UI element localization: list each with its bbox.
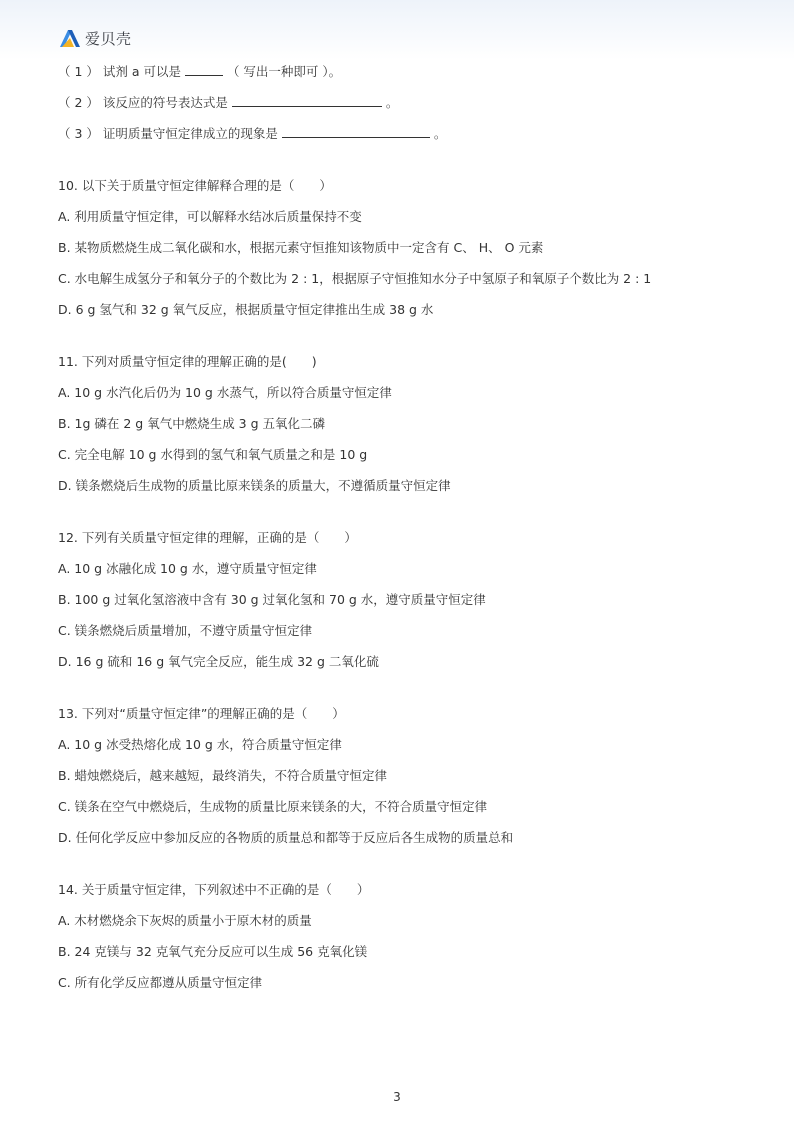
option-b: B. 某物质燃烧生成二氧化碳和水，根据元素守恒推知该物质中一定含有 C、 H、 O 元素 xyxy=(58,240,544,255)
question-14 xyxy=(58,880,748,993)
question-title: 12. 下列有关质量守恒定律的理解，正确的是（ ） xyxy=(58,530,357,545)
question-13 xyxy=(58,704,748,848)
header xyxy=(58,26,132,50)
question-10 xyxy=(58,176,748,320)
option-d: D. 16 g 硫和 16 g 氧气完全反应，能生成 32 g 二氧化硫 xyxy=(58,654,379,669)
document-body xyxy=(58,62,748,1004)
option-b: B. 24 克镁与 32 克氧气充分反应可以生成 56 克氧化镁 xyxy=(58,944,368,959)
subquestion-1 xyxy=(58,62,748,82)
subquestion-suffix: 。 xyxy=(433,126,447,141)
question-title: 10. 以下关于质量守恒定律解释合理的是（ ） xyxy=(58,178,332,193)
option-c: C. 所有化学反应都遵从质量守恒定律 xyxy=(58,975,263,990)
option-d: D. 6 g 氢气和 32 g 氧气反应，根据质量守恒定律推出生成 38 g 水 xyxy=(58,302,434,317)
option-c: C. 水电解生成氢分子和氧分子的个数比为 2 : 1，根据原子守恒推知水分子中氢原子和氧原子个数比为 2 : 1 xyxy=(58,271,652,286)
answer-blank xyxy=(185,63,223,76)
subquestion-suffix: 。 xyxy=(385,95,399,110)
option-a: A. 10 g 水汽化后仍为 10 g 水蒸气，所以符合质量守恒定律 xyxy=(58,385,392,400)
option-c: C. 完全电解 10 g 水得到的氢气和氧气质量之和是 10 g xyxy=(58,447,368,462)
question-title: 11. 下列对质量守恒定律的理解正确的是( ) xyxy=(58,354,317,369)
option-c: C. 镁条在空气中燃烧后，生成物的质量比原来镁条的大，不符合质量守恒定律 xyxy=(58,799,488,814)
option-d: D. 任何化学反应中参加反应的各物质的质量总和都等于反应后各生成物的质量总和 xyxy=(58,830,514,845)
option-c: C. 镁条燃烧后质量增加，不遵守质量守恒定律 xyxy=(58,623,313,638)
aibeike-logo-icon xyxy=(58,28,82,48)
option-d: D. 镁条燃烧后生成物的质量比原来镁条的质量大，不遵循质量守恒定律 xyxy=(58,478,451,493)
answer-blank xyxy=(232,94,382,107)
page-number: 3 xyxy=(393,1090,401,1104)
question-11 xyxy=(58,352,748,496)
question-title: 14. 关于质量守恒定律，下列叙述中不正确的是（ ） xyxy=(58,882,370,897)
option-b: B. 蜡烛燃烧后，越来越短，最终消失，不符合质量守恒定律 xyxy=(58,768,388,783)
subquestion-suffix: （ 写出一种即可 ）。 xyxy=(226,64,342,79)
option-a: A. 木材燃烧余下灰烬的质量小于原木材的质量 xyxy=(58,913,312,928)
option-a: A. 利用质量守恒定律，可以解释水结冰后质量保持不变 xyxy=(58,209,362,224)
option-b: B. 1g 磷在 2 g 氧气中燃烧生成 3 g 五氧化二磷 xyxy=(58,416,325,431)
subquestion-text: （ 2 ） 该反应的符号表达式是 xyxy=(58,95,228,110)
option-a: A. 10 g 冰受热熔化成 10 g 水，符合质量守恒定律 xyxy=(58,737,342,752)
subquestion-text: （ 1 ） 试剂 a 可以是 xyxy=(58,64,181,79)
question-title: 13. 下列对“质量守恒定律”的理解正确的是（ ） xyxy=(58,706,345,721)
option-a: A. 10 g 冰融化成 10 g 水，遵守质量守恒定律 xyxy=(58,561,317,576)
subquestion-2 xyxy=(58,93,748,113)
answer-blank xyxy=(282,125,430,138)
question-12 xyxy=(58,528,748,672)
logo-text: 爱贝壳 xyxy=(85,29,132,48)
subquestion-text: （ 3 ） 证明质量守恒定律成立的现象是 xyxy=(58,126,278,141)
subquestion-3 xyxy=(58,124,748,144)
option-b: B. 100 g 过氧化氢溶液中含有 30 g 过氧化氢和 70 g 水，遵守质量守恒定律 xyxy=(58,592,486,607)
